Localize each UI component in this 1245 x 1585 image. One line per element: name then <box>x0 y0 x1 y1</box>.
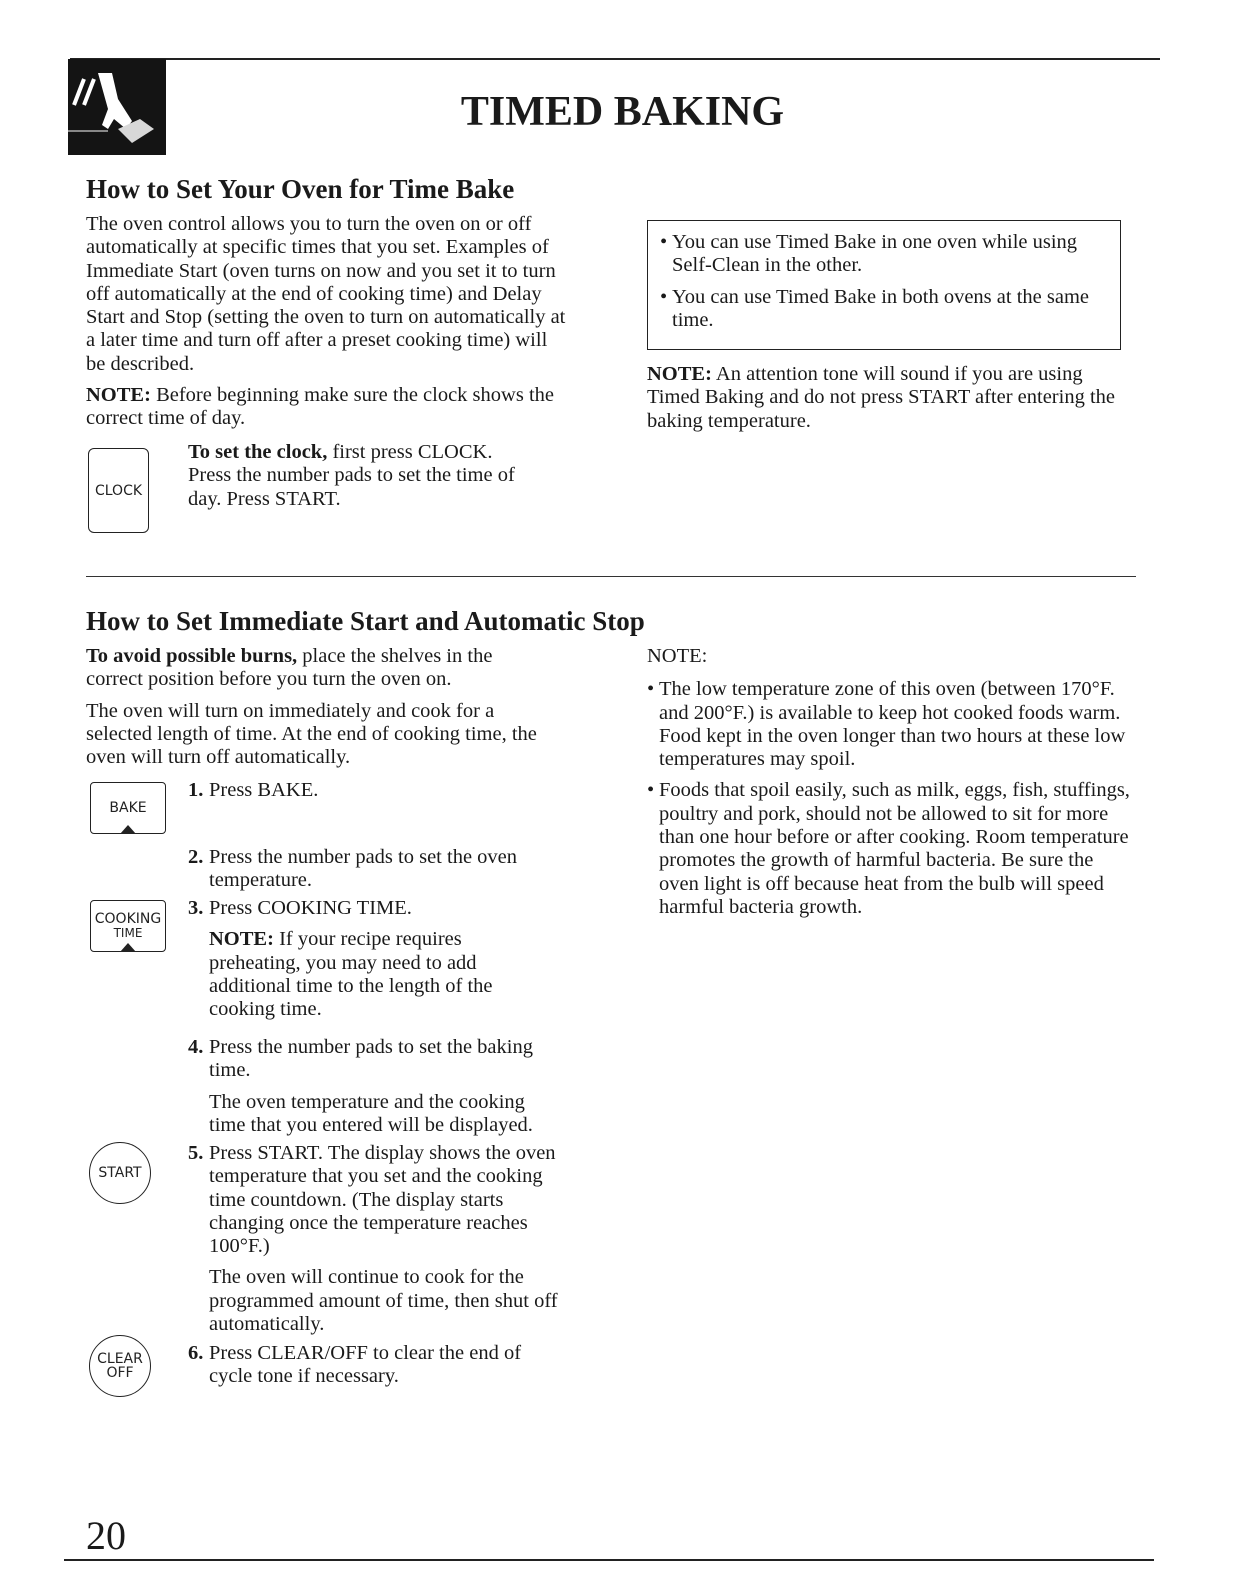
top-rule <box>70 58 1160 60</box>
step-3: 3. Press COOKING TIME. NOTE: If your recipe requires preheating, you may need to add additional time to the length of the cooking time. <box>188 897 558 1021</box>
food-safety-note <box>647 645 1132 919</box>
burn-warning: To avoid possible burns, place the shelves in the correct position before you turn the oven on. <box>86 645 493 691</box>
preheat-note: NOTE: If your recipe requires preheating, you may need to add additional time to the length of the cooking time. <box>209 928 493 1021</box>
step-2: 2. Press the number pads to set the oven temperature. <box>188 846 518 892</box>
list-item: • Foods that spoil easily, such as milk, eggs, fish, stuffings, poultry and pork, should not be allowed to sit for more than one hour before or after cooking. Room temperature promotes the growth of harmful bacteria. Be sure the oven light is off because heat from the bulb will speed harmful bacteria growth. <box>647 779 1130 918</box>
clear-off-key-icon: CLEAR OFF <box>89 1335 151 1397</box>
cooking-time-key-icon: COOKING TIME <box>90 900 166 952</box>
list-item: • You can use Timed Bake in one oven while using Self-Clean in the other. <box>660 231 1078 277</box>
step-1: 1. Press BAKE. <box>188 779 319 801</box>
food-safety-note-label: NOTE: <box>647 645 708 667</box>
section-heading-immediate-start: How to Set Immediate Start and Automatic Stop <box>86 606 645 636</box>
step-5-detail: The oven will continue to cook for the programmed amount of time, then shut off automatically. <box>209 1266 558 1336</box>
clock-note: NOTE: Before beginning make sure the clock shows the correct time of day. <box>86 384 554 430</box>
section-heading-time-bake: How to Set Your Oven for Time Bake <box>86 174 515 204</box>
clock-key-icon: CLOCK <box>88 448 149 533</box>
start-key-icon: START <box>89 1142 151 1204</box>
page-title: TIMED BAKING <box>460 89 785 135</box>
section2-left-intro <box>86 645 546 769</box>
section-divider <box>86 576 1136 577</box>
list-item: • You can use Timed Bake in both ovens at the same time. <box>660 285 1089 331</box>
set-clock-instructions: To set the clock, first press CLOCK. Press the number pads to set the time of day. Press START. <box>188 441 515 510</box>
immediate-start-intro: The oven will turn on immediately and cook for a selected length of time. At the end of cooking time, the oven will turn off automatically. <box>86 699 537 769</box>
bottom-rule <box>64 1559 1154 1561</box>
time-bake-intro: The oven control allows you to turn the oven on or off automatically at specific times that you set. Examples of Immediate Start (oven turns on now and you set it to turn off automatically at the end of cooking time) and Delay Start and Stop (setting the oven to turn on automatically at a later time and turn off after a preset cooking time) will be described. <box>86 213 566 375</box>
page-number: 20 <box>86 1513 126 1558</box>
list-item: • The low temperature zone of this oven (between 170°F. and 200°F.) is available to keep hot cooked foods warm. Food kept in the oven longer than two hours at these low temperatures may spoil. <box>647 678 1126 771</box>
attention-tone-note: NOTE: An attention tone will sound if you are using Timed Baking and do not press START after entering the baking temperature. <box>647 363 1115 432</box>
step-6: 6. Press CLEAR/OFF to clear the end of cycle tone if necessary. <box>188 1342 522 1388</box>
step-4-detail: The oven temperature and the cooking time that you entered will be displayed. <box>209 1090 533 1136</box>
bake-key-icon: BAKE <box>90 782 166 834</box>
section1-left-column <box>86 213 566 431</box>
step-5: 5. Press START. The display shows the oven temperature that you set and the cooking time countdown. (The display starts changing once the temperature reaches 100°F.) The oven will continue to cook for the programmed amount of time, then shut off automatically. <box>188 1142 558 1336</box>
dual-oven-note-box <box>647 220 1121 350</box>
step-4: 4. Press the number pads to set the baking time. The oven temperature and the cooking time that you entered will be displayed. <box>188 1036 558 1137</box>
